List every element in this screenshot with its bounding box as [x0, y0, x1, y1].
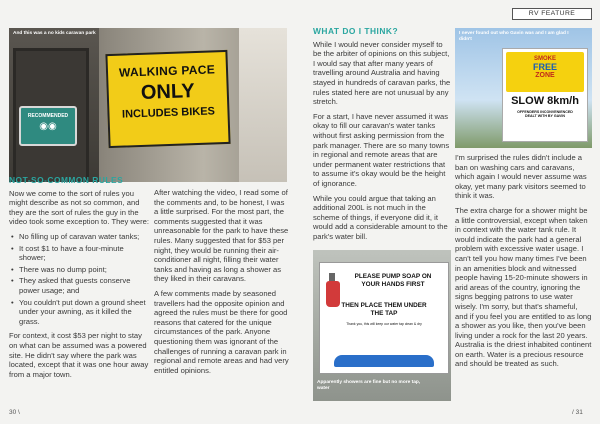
opinion-paragraph-1: While I would never consider myself to be the arbiter of opinions on this subject, I would say that after many years of travelling around Australia and having stayed in hundreds of caravan parks, the rules stated here are not unusual by any stretch.	[313, 39, 451, 107]
slow-sign: SMOKE FREE ZONE SLOW 8km/h OFFENDERS INCONVENIENCED DEALT WITH BY GAVIN	[502, 48, 588, 142]
soap-pump-icon	[326, 281, 340, 307]
smoke-free-photo	[455, 28, 592, 148]
opinion-paragraph-3: While you could argue that taking an additional 200L is not much in the scheme of things, if everyone did it, it would add a considerable amount to the park's water bill.	[313, 193, 448, 241]
photo1-caption: And this was a no kids caravan park	[13, 31, 96, 36]
washing-paragraph: I'm surprised the rules didn't include a ban on washing cars and caravans, which again I would never assume was okay, yet many park visitors seemed to think it was.	[455, 153, 587, 201]
page-number-right: / 31	[572, 409, 583, 416]
list-item: • No filling up of caravan water tanks;	[19, 232, 149, 242]
pump-soap-photo	[313, 250, 451, 401]
owl-icon: ◉◉	[39, 121, 57, 132]
seasoned-travellers-paragraph: A few comments made by seasoned travellers had the opposite opinion and agreed the rules must be there for good reasons that catered for the unique circumstances of the park. Anyone questioning them was ignorant of the challenges of running a caravan park in regional and remote areas and had very entitled opinions.	[154, 288, 289, 375]
page-number-left: 30 \	[9, 409, 20, 416]
rules-list	[9, 232, 149, 326]
list-item: • You couldn't put down a ground sheet under your awning, as it killed the grass.	[19, 298, 149, 327]
section-heading-opinion: WHAT DO I THINK?	[313, 26, 399, 36]
water-splash-icon	[334, 355, 434, 367]
section-tag: RV FEATURE	[512, 8, 592, 20]
column-4	[455, 153, 592, 374]
context-paragraph: For context, it cost $53 per night to stay on what can be assumed was a powered site. He didn't say where the park was located, except that it was one hour away from a major town.	[9, 331, 149, 379]
comments-paragraph: After watching the video, I read some of the comments and, to be honest, I was a little surprised. For the most part, the comments suggested that it was unreasonable for the park to have these rules. Many suggested that for $53 per night, they would be running their air-conditioner all night, filling their water tanks and having as long a shower as they liked in their caravans.	[154, 188, 289, 284]
photo3-caption: Apparently showers are fine but no more tap, water	[317, 380, 421, 391]
column-3	[313, 27, 451, 246]
list-item: • There was no dump point;	[19, 265, 149, 275]
column-1	[9, 176, 149, 384]
list-item: • It cost $1 to have a four-minute shower;	[19, 244, 149, 263]
column-2	[154, 188, 290, 380]
list-item: • They asked that guests conserve power usage; and	[19, 276, 149, 295]
rules-intro: Now we come to the sort of rules you might describe as not so common, and they are the sort of rules the guy in the video took some exception to. They were:	[9, 188, 149, 227]
walking-pace-sign: WALKING PACE ONLY INCLUDES BIKES	[105, 50, 230, 148]
pump-soap-sign: PLEASE PUMP SOAP ON YOUR HANDS FIRST THEN PLACE THEM UNDER THE TAP Thank you, this will keep our water tap clean & dry	[319, 262, 449, 374]
photo2-caption: I never found out who Gavin was and I am glad I didn't	[459, 31, 569, 42]
walking-pace-photo	[9, 28, 287, 182]
recommended-badge: RECOMMENDED ◉◉	[19, 106, 77, 146]
shower-charge-paragraph: The extra charge for a shower might be a little controversial, except when taken in context with the water tank rule. It would indicate the park had a general problem with excessive water usage. I can't tell you how many times I've been in an amenities block and witnessed people having 15-20-minute showers in arid areas of the country, ignoring the signs begging patrons to use water wisely. I'm sorry, but that's shameful, and if you feel you are entitled to as long a shower as you like, then you've been living under a rock for the last 20 years. Australia is the driest inhabited continent on earth. Water is a precious resource and should be treated as such.	[455, 205, 592, 369]
section-heading-rules: NOT-SO-COMMON RULES	[9, 175, 124, 185]
opinion-paragraph-2: For a start, I have never assumed it was okay to fill our caravan's water tanks without first asking permission from the park manager. There are so many towns in regional and remote areas that are under permanent water restrictions that to assume it's okay would be the height of ignorance.	[313, 111, 450, 188]
